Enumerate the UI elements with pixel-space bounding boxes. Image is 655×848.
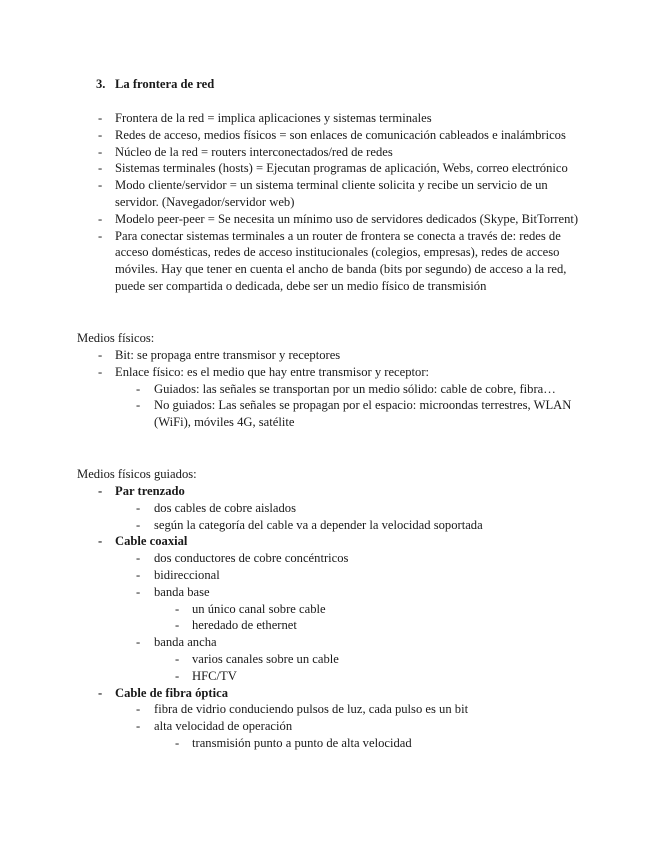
list-item: - según la categoría del cable va a depender la velocidad soportada bbox=[136, 517, 483, 532]
medios-guiados-list bbox=[77, 483, 587, 752]
list-item: - dos conductores de cobre concéntricos bbox=[136, 551, 349, 566]
list-item: - Sistemas terminales (hosts) = Ejecutan programas de aplicación, Webs, correo electrónico bbox=[98, 161, 568, 176]
medios-fisicos-list bbox=[77, 347, 587, 431]
list-item: - dos cables de cobre aislados bbox=[136, 500, 296, 515]
list-item: - heredado de ethernet bbox=[175, 618, 297, 633]
list-item: - banda ancha bbox=[136, 635, 217, 650]
list-item: - fibra de vidrio conduciendo pulsos de luz, cada pulso es un bit bbox=[136, 702, 469, 717]
cable-coaxial-heading: - Cable coaxial bbox=[98, 534, 188, 549]
list-item: - bidireccional bbox=[136, 567, 220, 582]
section-number: 3. bbox=[96, 77, 106, 91]
intro-list bbox=[77, 110, 587, 295]
list-item: - varios canales sobre un cable bbox=[175, 651, 339, 666]
list-item: - No guiados: Las señales se propagan por el espacio: microondas terrestres, WLAN (WiFi), móviles 4G, satélite bbox=[136, 398, 572, 430]
section-heading bbox=[96, 76, 214, 93]
list-item: - Frontera de la red = implica aplicaciones y sistemas terminales bbox=[98, 111, 432, 125]
list-item: - banda base bbox=[136, 584, 210, 599]
par-trenzado-heading: - Par trenzado bbox=[98, 484, 185, 498]
list-item: - Guiados: las señales se transportan por un medio sólido: cable de cobre, fibra… bbox=[136, 381, 556, 396]
list-item: - Núcleo de la red = routers interconectados/red de redes bbox=[98, 144, 393, 159]
list-item: - Modo cliente/servidor = un sistema terminal cliente solicita y recibe un servicio de un servidor. (Navegador/servidor web) bbox=[98, 178, 548, 209]
list-item: - un único canal sobre cable bbox=[175, 601, 326, 616]
list-item: - Modelo peer-peer = Se necesita un mínimo uso de servidores dedicados (Skype, BitTorrent) bbox=[98, 211, 579, 226]
list-item: - alta velocidad de operación bbox=[136, 719, 293, 734]
list-item: - Para conectar sistemas terminales a un router de frontera se conecta a través de: redes de acceso domésticas, redes de acceso institucionales (colegios, empresas), redes de acceso móviles. Hay que tener en cuenta el ancho de banda (bits por segundo) de acceso a la red, puede ser compartida o dedicada, debe ser un medio físico de transmisión bbox=[98, 228, 567, 293]
medios-guiados-label: Medios físicos guiados: bbox=[77, 467, 197, 481]
list-item: - Enlace físico: es el medio que hay entre transmisor y receptor: bbox=[98, 364, 430, 379]
list-item: - transmisión punto a punto de alta velocidad bbox=[175, 735, 412, 750]
list-item: - HFC/TV bbox=[175, 668, 237, 683]
medios-fisicos-label: Medios físicos: bbox=[77, 331, 155, 345]
fibra-optica-heading: - Cable de fibra óptica bbox=[98, 685, 228, 700]
section-title: La frontera de red bbox=[115, 77, 215, 91]
list-item: - Redes de acceso, medios físicos = son enlaces de comunicación cableados e inalámbricos bbox=[98, 127, 566, 142]
list-item: - Bit: se propaga entre transmisor y receptores bbox=[98, 348, 341, 362]
